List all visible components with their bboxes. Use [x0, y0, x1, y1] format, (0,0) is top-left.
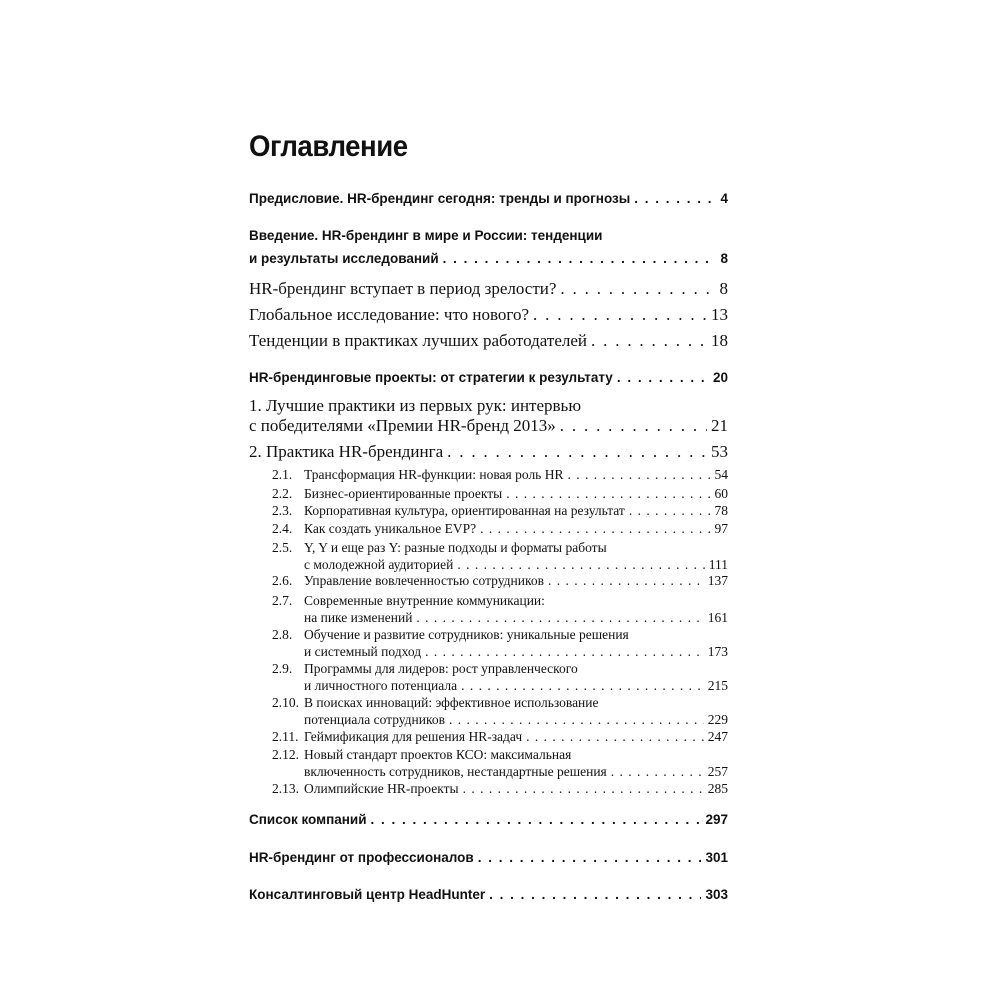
- toc-entry-text: на пике изменений: [304, 610, 413, 625]
- toc-page-number: 78: [714, 503, 728, 518]
- toc-entry-text: Корпоративная культура, ориентированная на результат: [304, 503, 625, 518]
- dot-leader: [463, 781, 704, 797]
- toc-page-number: 173: [707, 644, 728, 659]
- toc-page-number: 285: [707, 781, 728, 796]
- toc-entry-text: с молодежной аудиторией: [304, 557, 454, 572]
- toc-subentry[interactable]: [304, 521, 728, 537]
- toc-subentry-line1[interactable]: Программы для лидеров: рост управленческого: [304, 661, 578, 676]
- toc-entry-text: Геймификация для решения HR-задач: [304, 729, 523, 744]
- toc-entry-text: включенность сотрудников, нестандартные решения: [304, 764, 607, 779]
- toc-entry-text: Олимпийские HR-проекты: [304, 781, 459, 796]
- toc-entry-text: Как создать уникальное EVP?: [304, 521, 477, 536]
- toc-subentry[interactable]: [304, 729, 728, 745]
- toc-subentry-number: 2.10.: [272, 695, 299, 710]
- toc-subentry-number: 2.4.: [272, 521, 293, 536]
- toc-subentry-line1[interactable]: Новый стандарт проектов КСО: максимальная: [304, 747, 572, 762]
- toc-subentry-number: 2.1.: [272, 467, 293, 482]
- toc-entry-text: HR-брендинг вступает в период зрелости?: [249, 279, 557, 298]
- toc-entry-text: Управление вовлеченностью сотрудников: [304, 573, 544, 588]
- dot-leader: [560, 416, 707, 436]
- toc-subentry[interactable]: [304, 503, 728, 519]
- toc-subentry[interactable]: [304, 712, 728, 728]
- toc-page-number: 54: [714, 467, 728, 482]
- toc-entry-preface[interactable]: [249, 191, 728, 206]
- dot-leader: [560, 279, 715, 299]
- toc-subentry-number: 2.13.: [272, 781, 299, 796]
- dot-leader: [506, 486, 710, 502]
- dot-leader: [447, 442, 707, 462]
- toc-entry-text: и результаты исследований: [249, 251, 439, 266]
- toc-subentry[interactable]: [304, 764, 728, 780]
- toc-page-number: 215: [707, 678, 728, 693]
- toc-subentry[interactable]: [304, 610, 728, 626]
- toc-entry-text: Глобальное исследование: что нового?: [249, 305, 530, 324]
- toc-entry-text: с победителями «Премии HR-бренд 2013»: [249, 416, 556, 435]
- toc-entry-intro-1[interactable]: [249, 279, 728, 299]
- toc-page-number: 53: [711, 442, 728, 461]
- toc-subentry-line1[interactable]: Современные внутренние коммуникации:: [304, 593, 545, 608]
- toc-entry-best-practices-line1[interactable]: 1. Лучшие практики из первых рук: интервью: [249, 396, 582, 415]
- toc-entry-text: Консалтинговый центр HeadHunter: [249, 887, 486, 902]
- toc-subentry-line1[interactable]: Y, Y и еще раз Y: разные подходы и форматы работы: [304, 540, 607, 555]
- toc-page-number: 111: [708, 557, 728, 572]
- dot-leader: [449, 712, 704, 728]
- toc-subentry-number: 2.2.: [272, 486, 293, 501]
- page-title: Оглавление: [249, 130, 408, 163]
- toc-entry-companies[interactable]: [249, 812, 728, 827]
- toc-subentry[interactable]: [304, 557, 728, 573]
- toc-subentry[interactable]: [304, 781, 728, 797]
- toc-subentry[interactable]: [304, 467, 728, 483]
- dot-leader: [548, 573, 704, 589]
- toc-subentry[interactable]: [304, 678, 728, 694]
- toc-page-number: 161: [707, 610, 728, 625]
- toc-entry-intro-3[interactable]: [249, 331, 728, 351]
- toc-page-number: 257: [707, 764, 728, 779]
- toc-page-number: 8: [719, 279, 728, 298]
- dot-leader: [567, 467, 710, 483]
- toc-entry-best-practices[interactable]: [249, 416, 728, 436]
- toc-page-number: 137: [707, 573, 728, 588]
- toc-subentry-number: 2.3.: [272, 503, 293, 518]
- dot-leader: [480, 521, 710, 537]
- dot-leader: [425, 644, 704, 660]
- toc-subentry-number: 2.8.: [272, 627, 293, 642]
- toc-subentry-line1[interactable]: В поисках инноваций: эффективное использование: [304, 695, 599, 710]
- toc-entry-text: Список компаний: [249, 812, 367, 827]
- toc-subentry-line1[interactable]: Обучение и развитие сотрудников: уникальные решения: [304, 627, 629, 642]
- toc-page-number: 4: [720, 191, 728, 206]
- dot-leader: [489, 887, 701, 902]
- dot-leader: [461, 678, 704, 694]
- toc-page-number: 97: [714, 521, 728, 536]
- toc-entry-intro-line1[interactable]: Введение. HR-брендинг в мире и России: тенденции: [249, 228, 603, 243]
- toc-entry-professionals[interactable]: [249, 850, 728, 865]
- dot-leader: [443, 251, 717, 266]
- toc-page-number: 21: [711, 416, 728, 435]
- toc-page-number: 247: [707, 729, 728, 744]
- toc-page-number: 297: [705, 812, 728, 827]
- dot-leader: [591, 331, 707, 351]
- toc-subentry[interactable]: [304, 644, 728, 660]
- toc-subentry-number: 2.5.: [272, 540, 293, 555]
- toc-subentry-number: 2.7.: [272, 593, 293, 608]
- toc-page-number: 20: [712, 370, 728, 385]
- toc-entry-text: 2. Практика HR-брендинга: [249, 442, 444, 461]
- toc-entry-text: Бизнес-ориентированные проекты: [304, 486, 503, 501]
- toc-entry-consulting[interactable]: [249, 887, 728, 902]
- toc-page-number: 229: [707, 712, 728, 727]
- toc-entry-text: и системный подход: [304, 644, 422, 659]
- toc-entry-projects[interactable]: [249, 370, 728, 385]
- toc-page-number: 60: [714, 486, 728, 501]
- dot-leader: [533, 305, 707, 325]
- dot-leader: [526, 729, 704, 745]
- toc-page-number: 13: [711, 305, 728, 324]
- dot-leader: [457, 557, 704, 573]
- dot-leader: [617, 370, 709, 385]
- toc-entry-practice[interactable]: [249, 442, 728, 462]
- dot-leader: [371, 812, 702, 827]
- toc-page-number: 18: [711, 331, 728, 350]
- toc-subentry[interactable]: [304, 573, 728, 589]
- toc-subentry-number: 2.12.: [272, 747, 299, 762]
- toc-entry-text: Предисловие. HR-брендинг сегодня: тренды и прогнозы: [249, 191, 631, 206]
- toc-entry-text: и личностного потенциала: [304, 678, 458, 693]
- toc-entry-text: HR-брендинг от профессионалов: [249, 850, 474, 865]
- dot-leader: [611, 764, 704, 780]
- toc-entry-text: HR-брендинговые проекты: от стратегии к результату: [249, 370, 613, 385]
- toc-entry-intro-2[interactable]: [249, 305, 728, 325]
- toc-entry-text: Трансформация HR-функции: новая роль HR: [304, 467, 564, 482]
- toc-page-number: 303: [705, 887, 728, 902]
- toc-entry-text: Тенденции в практиках лучших работодателей: [249, 331, 588, 350]
- toc-subentry-number: 2.6.: [272, 573, 293, 588]
- toc-subentry[interactable]: [304, 486, 728, 502]
- toc-subentry-number: 2.11.: [272, 729, 299, 744]
- toc-page-number: 8: [720, 251, 728, 266]
- toc-page-number: 301: [705, 850, 728, 865]
- dot-leader: [416, 610, 703, 626]
- dot-leader: [634, 191, 716, 206]
- toc-subentry-number: 2.9.: [272, 661, 293, 676]
- toc-entry-intro[interactable]: [249, 251, 728, 266]
- toc-entry-text: потенциала сотрудников: [304, 712, 445, 727]
- dot-leader: [478, 850, 702, 865]
- dot-leader: [629, 503, 711, 519]
